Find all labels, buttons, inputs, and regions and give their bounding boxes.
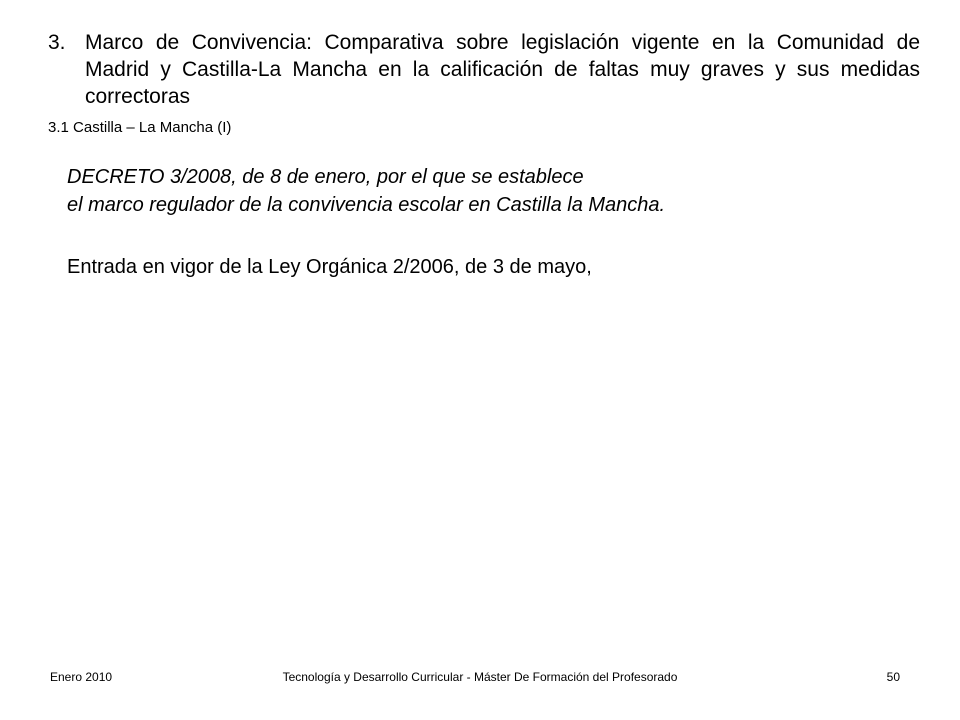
slide-footer <box>0 667 960 687</box>
section-heading <box>48 29 920 110</box>
decree-text <box>67 163 665 219</box>
heading-title: Marco de Convivencia: Comparativa sobre legislación vigente en la Comunidad de Madrid y Castilla-La Mancha en la calificación de faltas muy graves y sus medidas correctoras <box>85 31 920 108</box>
footer-title: Tecnología y Desarrollo Curricular - Máster De Formación del Profesorado <box>282 670 678 684</box>
footer-date: Enero 2010 <box>50 670 113 684</box>
decree-line-1: DECRETO 3/2008, de 8 de enero, por el que se establece <box>67 166 584 188</box>
subsection-heading: 3.1 Castilla – La Mancha (I) <box>48 119 232 136</box>
page-number: 50 <box>886 670 900 684</box>
entry-into-force-text: Entrada en vigor de la Ley Orgánica 2/2006, de 3 de mayo, <box>67 256 592 278</box>
decree-line-2: el marco regulador de la convivencia escolar en Castilla la Mancha. <box>67 194 666 216</box>
heading-number: 3. <box>48 31 66 54</box>
